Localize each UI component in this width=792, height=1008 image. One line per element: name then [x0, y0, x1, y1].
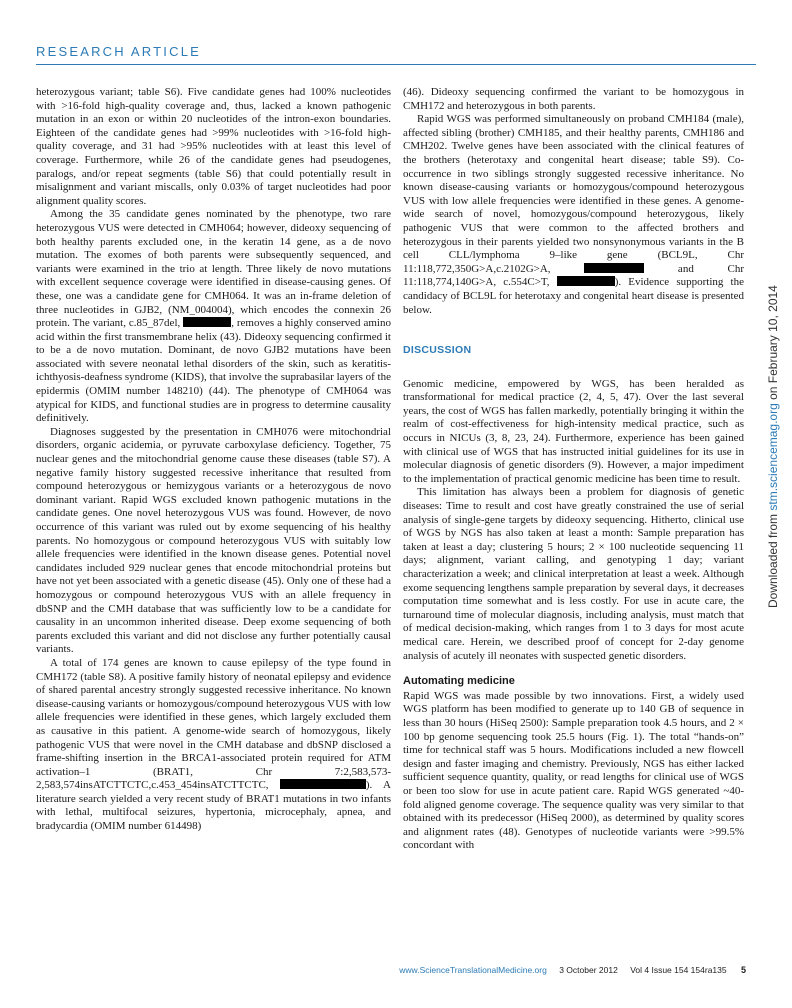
download-note-prefix: Downloaded from — [766, 510, 780, 608]
paragraph: Genomic medicine, empowered by WGS, has been heralded as transformational for medical practice (2, 4, 5, 47). Over the last several years, the cost of WGS has fallen markedly, potentially bringing it within the realm of cost-effectiveness for high-intensity medical practice, such as occurs in NICUs (3, 8, 23, 24). Furthermore, experience has been gained with clinical use of WGS that has instructed initial guidelines for its use in molecular diagnosis of genetic disorders (9). However, a major impediment to the implementation of practical genomic medicine has been time to result. — [403, 377, 744, 485]
page-number: 5 — [740, 965, 746, 975]
redaction-bar — [280, 779, 366, 789]
header-rule — [36, 64, 756, 65]
right-column — [403, 86, 744, 853]
paragraph-text: ). A literature search yielded a very recent study of BRAT1 mutations in two infants with lethal, multifocal seizures, hypertonia, microcephaly, apnea, and bradycardia (OMIM number 614498) — [36, 779, 391, 833]
paragraph — [403, 113, 744, 317]
redaction-bar — [557, 276, 615, 286]
paragraph-text: heterozygous variant; table S6). Five candidate genes had 100% nucleotides with >16-fold high-quality coverage and, thus, lacked a known pathogenic mutation in an exon or within 20 nucleotides of the intron-exon boundaries. Eighteen of the candidate genes had >99% nucleotides with >16-fold high-quality coverage, and 31 had >95% nucleotides with at least this level of coverage. Furthermore, while 26 of the candidate genes had pseudogenes, paralogs, and/or repeat segments (table S6) that could potentially result in misalignment and variant miscalls, only 0.03% of target nucleotides had poor alignment quality scores. — [36, 86, 391, 207]
paragraph — [36, 426, 391, 657]
download-note — [766, 285, 780, 608]
paragraph — [36, 657, 391, 834]
paragraph-text: Among the 35 candidate genes nominated by the phenotype, two rare heterozygous VUS were detected in CMH064; however, dideoxy sequencing of both healthy parents excluded one, in the keratin 14 gene, as a de novo mutation. The exomes of both parents were subsequently sequenced, and variants were examined in the trio at length. Three likely de novo mutations with excellent sequence coverage were identified in disease-causing genes. Of these, one was a candidate gene for CMH064. It was an in-frame deletion of three nucleotides in GJB2, (NM_004004), which encodes the connexin 26 protein. The variant, c.85_87del, — [36, 208, 391, 330]
paragraph — [36, 86, 391, 208]
journal-url[interactable]: www.ScienceTranslationalMedicine.org — [399, 965, 547, 975]
redaction-bar — [183, 317, 231, 327]
redaction-bar — [584, 263, 644, 273]
download-note-suffix: on February 10, 2014 — [766, 285, 780, 404]
download-source-link[interactable]: stm.sciencemag.org — [766, 403, 780, 511]
issue-volume: Vol 4 Issue 154 154ra135 — [630, 965, 727, 975]
paragraph-text: (46). Dideoxy sequencing confirmed the variant to be homozygous in CMH172 and heterozygous in both parents. — [403, 86, 744, 112]
paragraph — [36, 208, 391, 426]
paragraph-text: Rapid WGS was performed simultaneously on proband CMH184 (male), affected sibling (brother) CMH185, and their healthy parents, CMH186 and CMH202. Twelve genes have been associated with the clinical features of the brothers (heterotaxy and congenital heart disease; table S9). Co-occurrence in two siblings strongly suggested recessive inheritance. No known disease-causing variants or homozygous/compound heterozygous VUS with low allele frequencies were identified in these genes. A genome-wide search of novel, homozygous/compound heterozygous, likely pathogenic VUS that were common to the affected brothers and heterozygous in their parents yielded two nonsynonymous variants in the B cell CLL/lymphoma 9–like gene (BCL9L, Chr 11:118,772,350G>A,c.2102G>A, — [403, 113, 744, 275]
section-label: RESEARCH ARTICLE — [36, 44, 201, 59]
left-column — [36, 86, 391, 834]
paragraph-text: ). Evidence supporting the candidacy of BCL9L for heterotaxy and congenital heart disease is presented below. — [403, 276, 744, 316]
paragraph-text: , removes a highly conserved amino acid within the first transmembrane helix (43). Dideoxy sequencing confirmed it to be a de novo mutation. Dominant, de novo GJB2 mutations have been associated with severe neonatal lethal disorders of the skin, such as keratitis-ichthyosis-deafness syndrome (KIDS), that involve the suprabasilar layers of the epidermis (OMIM number 148210) (44). The phenotype of CMH064 was atypical for KIDS, and functional studies are in progress to determine causality definitively. — [36, 317, 391, 425]
page-footer — [399, 965, 746, 975]
paragraph — [403, 86, 744, 113]
paragraph: This limitation has always been a problem for diagnosis of genetic diseases: Time to result and cost have greatly constrained the use of serial analysis of single-gene targets by dideoxy sequencing. Hitherto, clinical use of WGS by NGS has also taken at least a month: Sample preparation has taken at least a day; clustering 5 hours; 2 × 100 nucleotide sequencing 11 days; alignment, variant calling, and genotyping 1 day; variant characterization a week; and clinical interpretation at least a week. Although exome sequencing lengthens sample preparation by several days, it decreases computation time somewhat and is less costly. For use in acute care, the turnaround time of molecular diagnosis, including analysis, must match that of medical decision-making, which ranges from 1 to 3 days for most acute medical care. Herein, we described proof of concept for 2-day genome analysis of acutely ill neonates with suspected genetic disorders. — [403, 486, 744, 662]
automating-heading: Automating medicine — [403, 675, 515, 688]
paragraph-text: A total of 174 genes are known to cause epilepsy of the type found in CMH172 (table S8). A positive family history of neonatal epilepsy and evidence of shared parental ancestry strongly suggested recessive inheritance. No known disease-causing variants or homozygous/compound heterozygous VUS with low allele frequencies were identified in these genes, which largely excluded them as causative in this patient. A genome-wide search of homozygous, likely pathogenic VUS that were novel in the CMH database and dbSNP disclosed a frame-shifting insertion in the BRCA1-associated protein required for ATM activation–1 (BRAT1, Chr 7:2,583,573-2,583,574insATCTTCTC,c.453_454insATCTTCTC, — [36, 656, 391, 792]
issue-date: 3 October 2012 — [559, 965, 618, 975]
paragraph-text: Diagnoses suggested by the presentation in CMH076 were mitochondrial disorders, organic acidemia, or pyruvate carboxylase deficiency. Together, 75 nuclear genes and the mitochondrial genome cause these diseases (table S7). A negative family history suggested recessive inheritance that resulted from compound heterozygous or hemizygous variants or a heterozygous de novo dominant variant. Rapid WGS excluded known pathogenic mutations in the candidate genes. One novel heterozygous VUS was found. However, de novo occurrence of this variant was ruled out by exome sequencing of his healthy parents. No homozygous or compound heterozygous VUS with suitably low allele frequencies were identified in the known disease genes. Potential novel candidates included 929 nuclear genes that encode mitochondrial proteins but have not yet been associated with a genetic disease (45). Only one of these had a homozygous or compound heterozygous VUS with an allele frequency in dbSNP and the CMH database that was sufficiently low to be a candidate for causality in an uncommon inherited disease. Deep exome sequencing of both parents excluded this variant and did not disclose any further potentially causal variants. — [36, 425, 391, 656]
paragraph-text: and Chr 11:118,774,140G>A, c.554C>T, — [403, 262, 744, 289]
discussion-heading: DISCUSSION — [403, 344, 472, 357]
paragraph: Rapid WGS was made possible by two innovations. First, a widely used WGS platform has been modified to generate up to 140 GB of sequence in less than 30 hours (HiSeq 2500): Sample preparation took 4.5 hours, and 2 × 100 bp genome sequencing took 25.5 hours (Fig. 1). The total “hands-on” time for technical staff was 5 hours. Modifications included a new flowcell design and faster imaging and chemistry. Previously, NGS has either lacked sufficient sequence quantity, quality, or read lengths for clinical use of WGS or been too slow for use in acute patient care. Rapid WGS generated ~40-fold aligned genome coverage. The sequence quality was very similar to that obtained with its predecessor (HiSeq 2000), as determined by quality scores and alignment rates (48). Genotypes of nucleotide variants were >99.5% concordant with — [403, 689, 744, 852]
